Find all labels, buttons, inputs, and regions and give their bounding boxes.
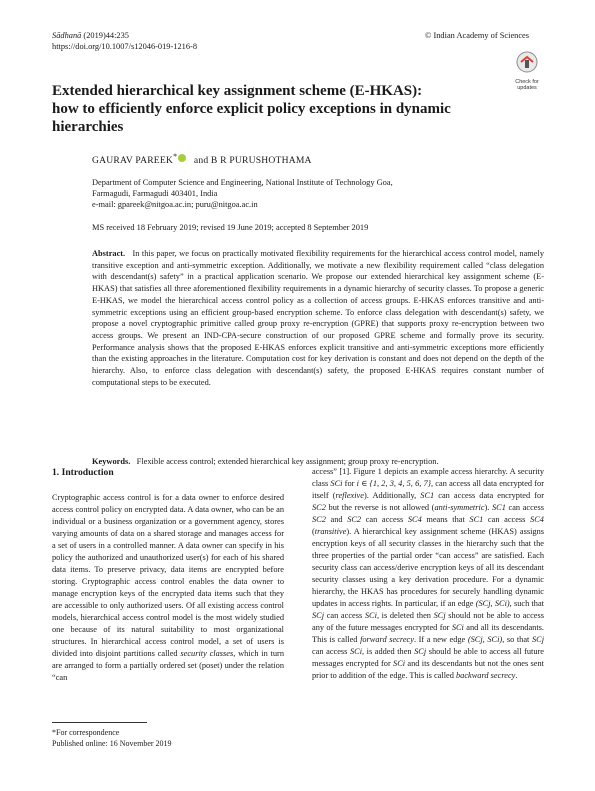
col2-text: can access: [483, 515, 531, 524]
col2-text: ). Additionally,: [363, 491, 421, 500]
manuscript-dates: MS received 18 February 2019; revised 19 June 2019; accepted 8 September 2019: [92, 223, 369, 232]
math-sci: SCi: [451, 623, 464, 632]
col2-text: can access: [361, 515, 408, 524]
abstract: [92, 248, 544, 388]
col2-text: access” [1]. Figure 1 depicts an example access hierarchy. A security class: [312, 467, 544, 488]
abstract-label: Abstract.: [92, 249, 126, 258]
check-for-updates-badge[interactable]: [510, 50, 544, 91]
math-sci: SCi: [349, 647, 363, 656]
term-backward-secrecy: backward secrecy: [455, 671, 516, 680]
col2-text: can access: [505, 503, 545, 512]
col2-text: should not be able to access any of the future messages encrypted for: [312, 611, 544, 632]
email-line: e-mail: gpareek@nitgoa.ac.in; puru@nitgoa.ac.in: [92, 200, 258, 209]
col2-text: can access: [312, 647, 350, 656]
col2-text: can access: [324, 611, 365, 620]
math-sc1: SC1: [420, 491, 435, 500]
paper-title: [52, 82, 492, 136]
column-left: [52, 492, 284, 684]
intro-text-1: Cryptographic access control is for a data owner to enforce desired access control policy on encrypted data. A data owner, who can be an individual or a business organization or a government agency, stores varying amounts of data on a shared storage and manages access for a set of users in a controlled manner. A data owner can specify in his policy the authorized and unauthorized user(s) for each of his shared data items. To preserve privacy, data items are encrypted before storing. Cryptographic access control enables the data owner to manage encryption keys of the encrypted data items such that they are accessible to only authorized users. Of all existing access control models, hierarchical access control model is the most widely studied one because of its natural suitability to most organizational structures. In hierarchical access control model, a set of users is divided into disjoint partitions called: [52, 493, 284, 658]
footnote: [52, 727, 172, 749]
author-2: and B R PURUSHOTHAMA: [193, 155, 312, 167]
col2-text: , so that: [502, 635, 532, 644]
term-antisymmetric: anti-symmetric: [434, 503, 485, 512]
term-forward-secrecy: forward secrecy: [360, 635, 414, 644]
abstract-text: In this paper, we focus on practically motivated flexibility requirements for the hierarchical access control model, namely transitive exception and anti-symmetric exception. Additionally, we motivate a new flexibility requirement called “class delegation with descendant(s) safety” in a practical application scenario. We propose our extended hierarchical key assignment scheme (E-HKAS) that satisfies all three aforementioned flexibility requirements in a dynamic hierarchy of security classes. To propose a generic E-HKAS, we model the hierarchical access control policy as a collection of access groups. E-HKAS enforces transitive and anti-symmetric exceptions using an efficient group-based encryption scheme. To enforce class delegation with descendant(s) safety, we propose a novel cryptographic primitive called group proxy re-encryption (GPRE) that supports proxy re-encryption between two access groups. We present an IND-CPA-secure construction of our proposed GPRE scheme and formally prove its security. Performance analysis shows that the proposed E-HKAS enforces explicit transitive and anti-symmetric exceptions more efficiently than the existing approaches in the literature. Computation cost for key derivation is constant and does not depend on the depth of the hierarchy. Also, to enforce class delegation with descendant(s) safety, the proposed E-HKAS requires constant number of computational steps to be executed.: [92, 249, 544, 387]
col2-text: . If a new edge: [413, 635, 468, 644]
badge-line-2: updates: [517, 85, 537, 91]
math-set: i ∈ {1, 2, 3, 4, 5, 6, 7}: [356, 479, 432, 488]
col2-text: means that: [421, 515, 470, 524]
math-scj: SCj: [531, 635, 545, 644]
footnote-rule: [52, 722, 147, 723]
math-sci: SCi: [393, 659, 406, 668]
math-sc2: SC2: [347, 515, 362, 524]
journal-header: [52, 30, 197, 52]
intro-emphasis: security classes: [180, 649, 234, 658]
col2-text: and its descendants but not the ones sent prior to addition of the edge. This is called: [312, 659, 544, 680]
col2-text: should be able to access all future messages encrypted for: [312, 647, 544, 668]
title-line-1: Extended hierarchical key assignment scheme (E-HKAS):: [52, 83, 423, 99]
col2-text: , is added then: [362, 647, 415, 656]
col2-text: for: [342, 479, 357, 488]
correspondence-note: *For correspondence: [52, 728, 120, 737]
badge-line-1: Check for: [515, 79, 539, 85]
math-sc4: SC4: [407, 515, 422, 524]
math-sc2: SC2: [312, 503, 326, 512]
title-line-2: how to efficiently enforce explicit policy exceptions in dynamic: [52, 101, 451, 117]
term-reflexive: reflexive: [335, 491, 364, 500]
col2-text: , is deleted then: [376, 611, 434, 620]
col2-text: , can access all data encrypted for itself (: [312, 479, 545, 500]
publisher-notice: © Indian Academy of Sciences: [425, 31, 530, 40]
math-sci: SCi: [330, 479, 343, 488]
col2-text: but the reverse is not allowed (: [325, 503, 435, 512]
journal-name: Sādhanā: [52, 31, 82, 40]
author-line: [92, 152, 312, 166]
doi-link[interactable]: https://doi.org/10.1007/s12046-019-1216-8: [52, 42, 198, 51]
math-edge: (SCj, SCi): [467, 635, 503, 644]
keywords-text: Flexible access control; extended hierarchical key assignment; group proxy re-encryption.: [136, 457, 439, 466]
math-sci: SCi: [364, 611, 377, 620]
math-sc4: SC4: [530, 515, 544, 524]
corresponding-marker: *: [173, 152, 178, 161]
published-date: Published online: 16 November 2019: [52, 739, 172, 748]
keywords: [92, 457, 544, 466]
math-scj: SCj: [414, 647, 427, 656]
section-heading: 1. Introduction: [52, 467, 114, 478]
affiliation: [92, 177, 532, 210]
term-transitive: transitive: [314, 527, 347, 536]
col2-text: , such that: [509, 599, 544, 608]
math-edge: (SCj, SCi): [475, 599, 510, 608]
title-line-3: hierarchies: [52, 119, 124, 135]
col2-text: can access data encrypted for: [434, 491, 544, 500]
math-scj: SCj: [433, 611, 446, 620]
math-scj: SCj: [312, 611, 325, 620]
keywords-label: Keywords.: [92, 457, 131, 466]
check-updates-icon: [510, 50, 544, 74]
col2-text: (: [312, 527, 315, 536]
col2-text: ).: [484, 503, 492, 512]
citation: (2019)44:235: [83, 31, 129, 40]
math-sc1: SC1: [469, 515, 484, 524]
col2-text: .: [515, 671, 518, 680]
intro-text-2: , which in turn are arranged to form a partially ordered set (poset) under the relation “can: [52, 649, 284, 682]
affiliation-line-1: Department of Computer Science and Engineering, National Institute of Technology Goa,: [92, 178, 393, 187]
math-sc1: SC1: [492, 503, 506, 512]
col2-text: and all its descendants. This is called: [312, 623, 545, 644]
col2-text: ). A hierarchical key assignment scheme (HKAS) assigns encryption keys of all security classes in the hierarchy such that the three properties of the partial order “can access” are satisfied. Each security class can access/derive encryption keys of all its descendant security classes using a key derivation procedure. For a dynamic hierarchy, the HKAS has procedures for securely handling dynamic updates in access rights. In particular, if an edge: [312, 527, 544, 608]
orcid-icon[interactable]: [178, 154, 186, 162]
col2-text: and: [325, 515, 348, 524]
math-sc2: SC2: [312, 515, 326, 524]
affiliation-line-2: Farmagudi, Farmagudi 403401, India: [92, 189, 218, 198]
author-1: GAURAV PAREEK: [92, 155, 174, 167]
column-right: [312, 466, 544, 682]
